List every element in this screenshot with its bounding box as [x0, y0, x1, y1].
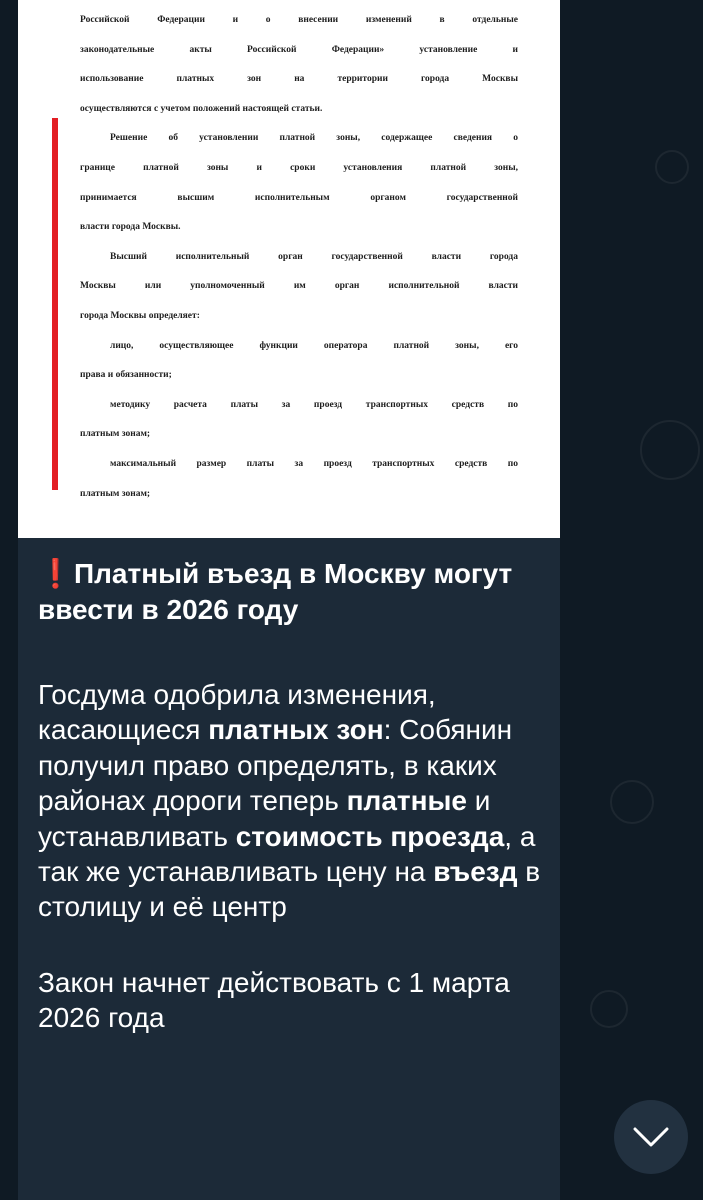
- message-body: [38, 677, 543, 925]
- doc-line: платным зонам;: [80, 488, 151, 499]
- background-doodle: [590, 990, 628, 1028]
- doc-line: Москвы или уполномоченный им орган исполнительной власти: [80, 281, 518, 292]
- body-bold-part: платных зон: [208, 714, 384, 746]
- document-text: [80, 6, 518, 509]
- doc-line: лицо, осуществляющее функции оператора платной зоны, его: [110, 340, 518, 351]
- body-text-part: Госдума одобрила изменения, касающиеся: [38, 679, 436, 746]
- doc-line: методику расчета платы за проезд транспортных средств по: [110, 399, 518, 410]
- body-bold-part: въезд: [433, 856, 518, 888]
- doc-line: Решение об установлении платной зоны, содержащее сведения о: [110, 133, 518, 144]
- doc-line: платным зонам;: [80, 429, 151, 440]
- doc-line: власти города Москвы.: [80, 222, 181, 233]
- message-text: [38, 556, 543, 1036]
- red-highlight-bar: [52, 118, 58, 490]
- doc-line: города Москвы определяет:: [80, 310, 200, 321]
- body-text-part: в столицу и её центр: [38, 856, 541, 923]
- title-text: Платный въезд в Москву могут ввести в 2026 году: [38, 558, 513, 625]
- background-doodle: [640, 420, 700, 480]
- body-text-part: : Собянин получил право определять, в каких районах дороги теперь: [38, 714, 513, 817]
- body-text-part: , а так же устанавливать цену на: [38, 820, 536, 888]
- doc-line: Российской Федерации и о внесении изменений в отдельные: [80, 15, 518, 25]
- body-bold-part: стоимость проезда: [235, 820, 505, 852]
- message-title: [38, 556, 543, 627]
- body-text-part: и устанавливать: [38, 785, 491, 852]
- exclamation-icon: ❗: [38, 558, 73, 589]
- chevron-down-icon: [631, 1125, 671, 1149]
- doc-line: Высший исполнительный орган государственной власти города: [110, 251, 518, 262]
- scroll-down-button[interactable]: [614, 1100, 688, 1174]
- doc-line: принимается высшим исполнительным органом государственной: [80, 192, 518, 203]
- doc-line: границе платной зоны и сроки установления платной зоны,: [80, 162, 518, 173]
- background-doodle: [610, 780, 654, 824]
- body-bold-part: платные: [346, 785, 468, 817]
- document-photo[interactable]: [18, 0, 560, 538]
- message-bubble: [18, 0, 560, 1200]
- message-footer: Закон начнет действовать с 1 марта 2026 года: [38, 966, 510, 1034]
- doc-line: права и обязанности;: [80, 370, 172, 381]
- doc-line: законодательные акты Российской Федерации» установление и: [80, 44, 518, 55]
- doc-line: максимальный размер платы за проезд транспортных средств по: [110, 458, 518, 469]
- doc-line: использование платных зон на территории города Москвы: [80, 74, 518, 85]
- background-doodle: [655, 150, 689, 184]
- doc-line: осуществляются с учетом положений настоящей статьи.: [80, 103, 323, 114]
